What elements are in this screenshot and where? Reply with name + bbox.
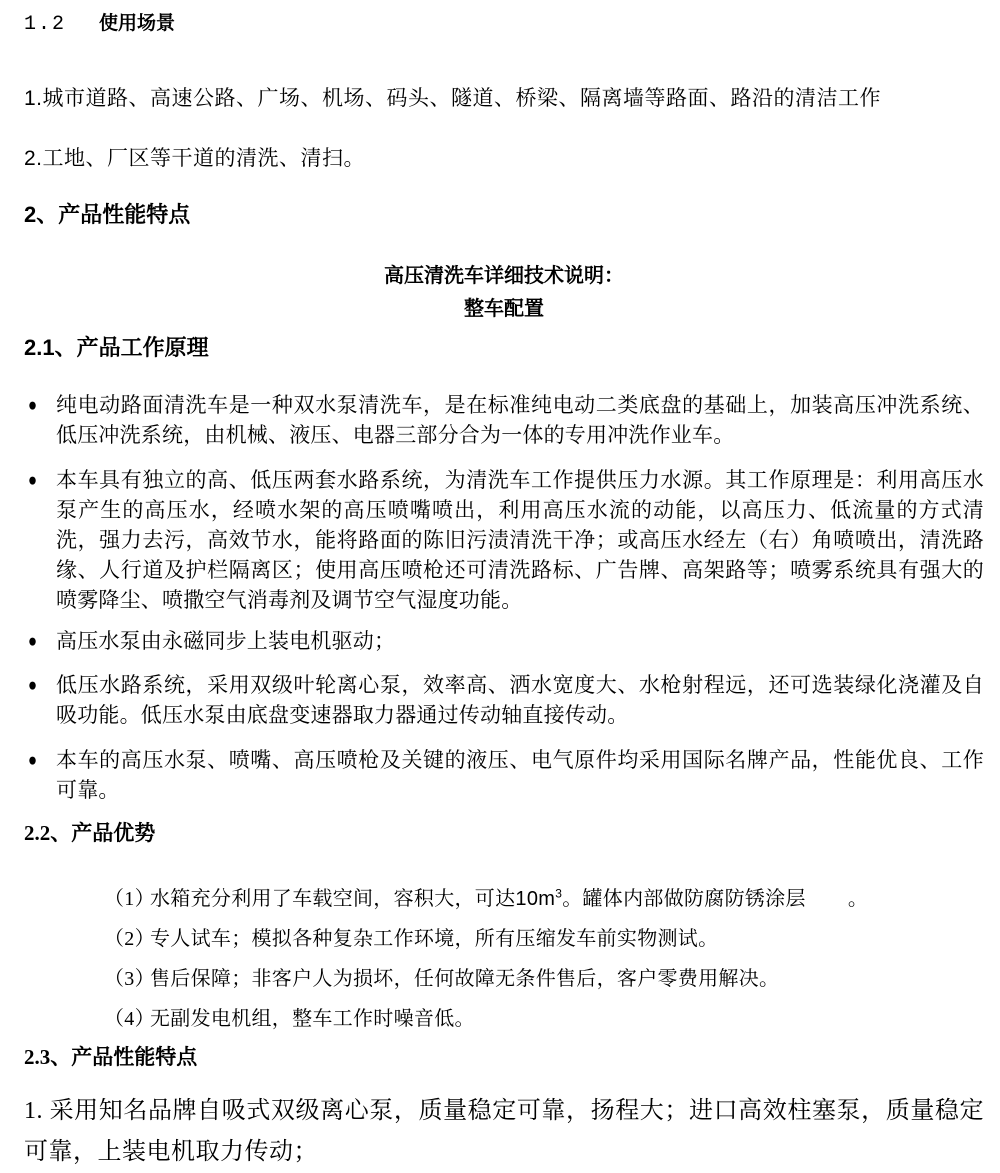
bullet-text: 高压水泵由永磁同步上装电机驱动； [56,630,396,653]
bullet-text: 低压水路系统，采用双级叶轮离心泵，效率高、洒水宽度大、水枪射程远，还可选装绿化浇灌及自吸功能。低压水泵由底盘变速器取力器通过传动轴直接传动。 [56,674,984,727]
advantage-number: （2） [104,928,155,950]
heading-product-performance: 2、产品性能特点 [24,202,191,227]
usage-item-worksites: 2.工地、厂区等干道的清洗、清扫。 [24,147,366,170]
heading-working-principle: 2.1、产品工作原理 [24,335,209,360]
advantages-list [24,879,984,1039]
bullet-icon: ● [28,394,38,416]
heading-usage-scenarios [24,10,984,38]
list-item [24,999,984,1039]
principle-bullet-list [24,391,984,806]
bullet-text: 本车具有独立的高、低压两套水路系统，为清洗车工作提供压力水源。其工作原理是：利用高压水泵产生的高压水，经喷水架的高压喷嘴喷出，利用高压水流的动能，以高压力、低流量的方式清洗，强力去污，高效节水，能将路面的陈旧污渍清洗干净；或高压水经左（右）角喷喷出，清洗路缘、人行道及护栏隔离区；使用高压喷枪还可清洗路标、广告牌、高架路等；喷雾系统具有强大的喷雾降尘、喷撒空气消毒剂及调节空气湿度功能。 [56,469,984,612]
list-item [24,959,984,999]
heading-usage-title: 使用场景 [99,13,176,34]
bullet-icon: ● [28,469,38,491]
bullet-icon: ● [28,749,38,771]
advantage-text-post: 。罐体内部做防腐防锈涂层 [562,888,806,910]
list-item [24,919,984,959]
bullet-icon: ● [28,630,38,652]
performance-paragraph: 1. 采用知名品牌自吸式双级离心泵，质量稳定可靠，扬程大；进口高效柱塞泵，质量稳定可靠，上装电机取力传动； [24,1098,984,1165]
advantage-text-pre: 水箱充分利用了车载空间，容积大，可达10m [150,888,556,910]
advantage-text: 无副发电机组，整车工作时噪音低。 [150,1008,475,1030]
bullet-text: 纯电动路面清洗车是一种双水泵清洗车，是在标准纯电动二类底盘的基础上，加装高压冲洗系统、低压冲洗系统，由机械、液压、电器三部分合为一体的专用冲洗作业车。 [56,394,984,447]
advantage-number: （4） [104,1008,155,1030]
bullet-icon: ● [28,674,38,696]
advantage-text-tail: 。 [847,888,869,910]
bullet-text: 本车的高压水泵、喷嘴、高压喷枪及关键的液压、电气原件均采用国际名牌产品，性能优良、工作可靠。 [56,749,984,802]
list-item [24,466,984,616]
advantage-number: （1） [104,888,155,910]
list-item [24,671,984,731]
list-item [24,879,984,919]
heading-product-advantages: 2.2、产品优势 [24,821,156,845]
heading-usage-number: 1.2 [24,13,67,36]
advantage-text: 专人试车；模拟各种复杂工作环境，所有压缩发车前实物测试。 [150,928,719,950]
advantage-number: （3） [104,968,155,990]
superscript-cubed: 3 [555,886,563,901]
tech-description-title: 高压清洗车详细技术说明： [384,265,624,287]
advantage-text: 售后保障；非客户人为损坏，任何故障无条件售后，客户零费用解决。 [150,968,780,990]
list-item [24,746,984,806]
list-item [24,627,984,657]
list-item [24,391,984,451]
usage-item-roads: 1.城市道路、高速公路、广场、机场、码头、隧道、桥梁、隔离墙等路面、路沿的清洁工作 [24,87,882,110]
advantage-text [150,888,868,910]
heading-performance-features: 2.3、产品性能特点 [24,1045,198,1069]
vehicle-configuration-title: 整车配置 [464,298,544,320]
